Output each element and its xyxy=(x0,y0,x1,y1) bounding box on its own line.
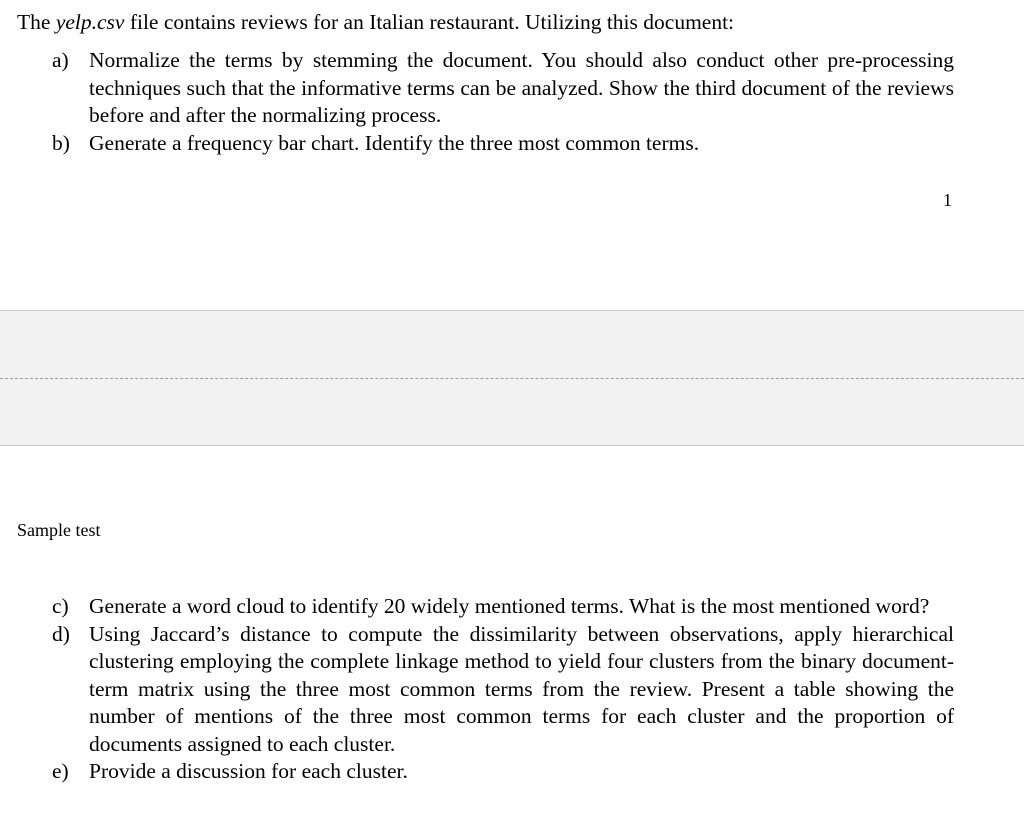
section-break-divider xyxy=(0,378,1024,379)
question-marker: a) xyxy=(52,48,69,72)
intro-filename: yelp.csv xyxy=(55,10,125,34)
question-list-top xyxy=(52,47,954,157)
question-item-e xyxy=(52,758,954,786)
question-item-c xyxy=(52,593,954,621)
intro-paragraph xyxy=(17,9,734,36)
question-text: Generate a frequency bar chart. Identify the three most common terms. xyxy=(89,130,700,155)
question-item-b xyxy=(52,130,954,158)
question-text: Using Jaccard’s distance to compute the dissimilarity between observations, apply hierarchical clustering employing the complete linkage method to yield four clusters from the binary document-term matrix using the three most common terms from the review. Present a table showing the number of mentions of the three most common terms for each cluster and the proportion of documents assigned to each cluster. xyxy=(89,621,954,756)
question-marker: b) xyxy=(52,130,70,155)
page-header-label: Sample test xyxy=(17,520,101,540)
intro-text-after: file contains reviews for an Italian restaurant. Utilizing this document: xyxy=(124,10,735,34)
question-item-a xyxy=(52,47,954,130)
question-marker: c) xyxy=(52,594,69,618)
question-item-d xyxy=(52,621,954,759)
question-marker: e) xyxy=(52,759,69,783)
intro-text-before: The xyxy=(17,10,56,34)
question-list-bottom xyxy=(52,593,954,786)
question-text: Provide a discussion for each cluster. xyxy=(89,759,408,783)
page-number: 1 xyxy=(943,190,952,210)
page-break-gap xyxy=(0,310,1024,446)
question-text: Normalize the terms by stemming the document. You should also conduct other pre-processing techniques such that the informative terms can be analyzed. Show the third document of the reviews before and after the normalizing process. xyxy=(89,48,954,127)
question-marker: d) xyxy=(52,621,70,646)
question-text: Generate a word cloud to identify 20 widely mentioned terms. What is the most mentioned word? xyxy=(89,594,930,618)
